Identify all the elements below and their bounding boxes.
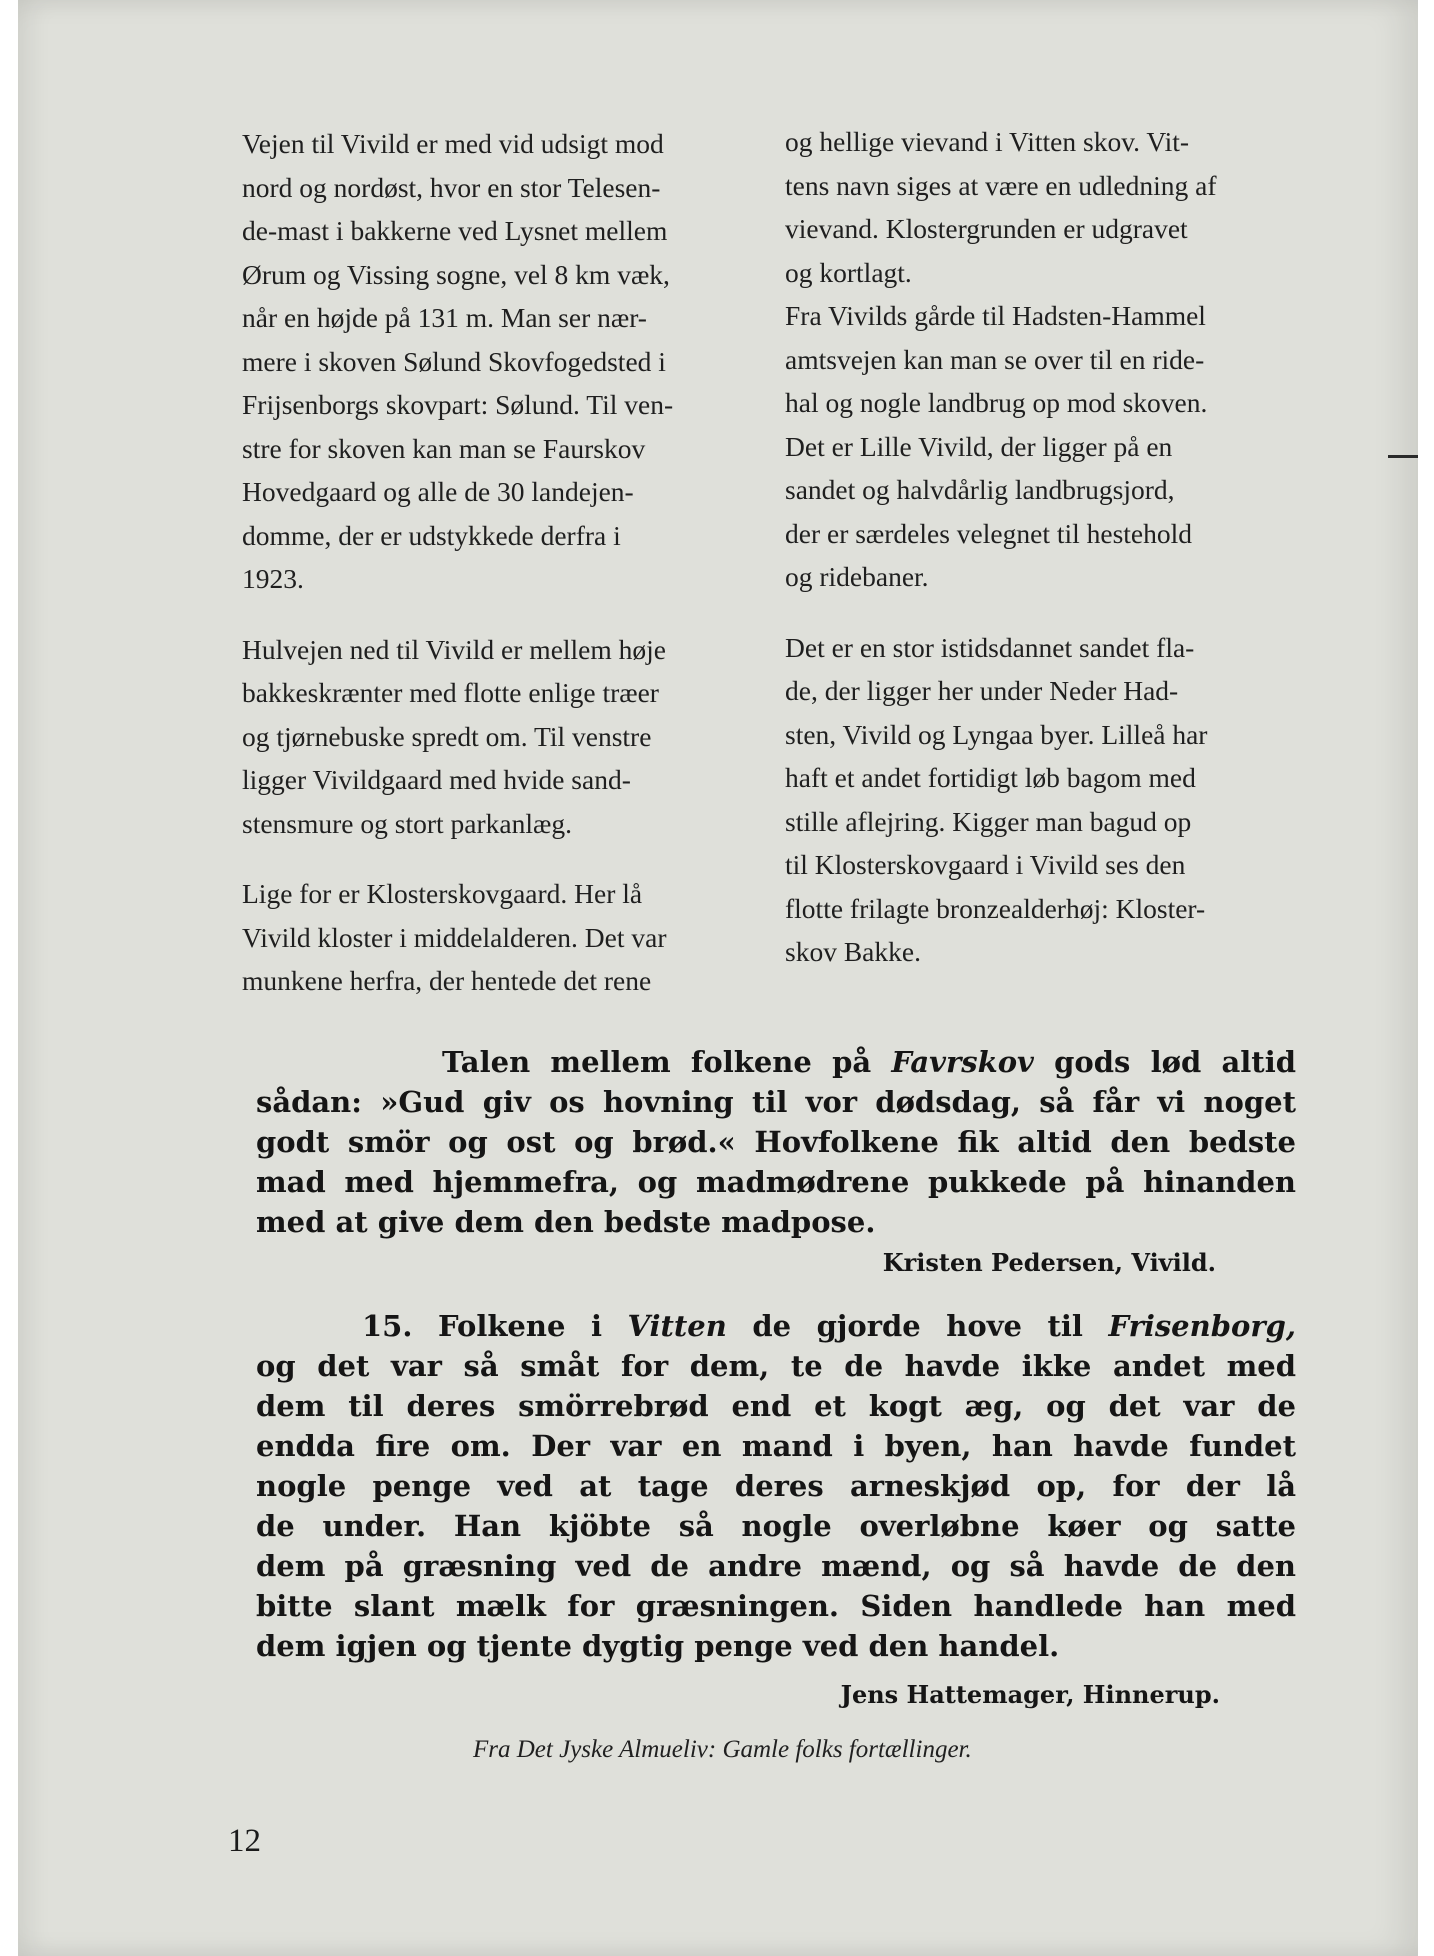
text-line: skov Bakke. [785,936,921,967]
text-line: sandet og halvdårlig landbrugsjord, [785,474,1175,505]
text-line: sten, Vivild og Lyngaa byer. Lilleå har [785,718,1208,750]
quote-line: godt smör og ost og brød.« Hovfolkene fik altid den bedste [256,1125,1296,1159]
place-name: Vitten [627,1309,727,1343]
paragraph [785,626,1385,974]
right-text-column [785,120,1385,974]
text-line: der er særdeles velegnet til hestehold [785,517,1193,549]
text-line: og kortlagt. [785,256,912,288]
text-line: domme, der er udstykkede derfra i [242,519,621,551]
text-line: mere i skoven Sølund Skovfogedsted i [242,345,666,377]
text-line: Frijsenborgs skovpart: Sølund. Til ven- [242,389,674,420]
text-line: flotte frilagte bronzealderhøj: Kloster- [785,892,1206,924]
text-line: amtsvejen kan man se over til en ride- [785,343,1205,375]
text-line: Lige for er Klosterskovgaard. Her lå [242,878,643,909]
text-line: stre for skoven kan man se Faurskov [242,432,646,464]
text-line: hal og nogle landbrug op mod skoven. [785,387,1208,418]
paragraph [242,628,762,846]
place-name: Frisenborg, [1108,1309,1296,1343]
quote-line [256,1306,1296,1346]
quote-line [256,1042,1296,1082]
quote-favrskov [256,1042,1296,1242]
quote-text: Talen mellem folkene på [442,1045,892,1079]
text-line: Fra Vivilds gårde til Hadsten-Hammel [785,300,1206,331]
paragraph [242,872,762,1003]
paragraph [785,120,1385,599]
quote-line: nogle penge ved at tage deres arneskjød op, for der lå [256,1469,1296,1503]
text-line: munkene herfra, der hentede det rene [242,965,652,996]
text-line: Det er Lille Vivild, der ligger på en [785,430,1173,462]
text-line: Hovedgaard og alle de 30 landejen- [242,476,634,507]
text-line: nord og nordøst, hvor en stor Telesen- [242,171,661,203]
quote-vitten [256,1306,1296,1666]
text-line: ligger Vivildgaard med hvide sand- [242,764,631,795]
quote-text: gods lød altid [1033,1045,1296,1079]
text-line: Det er en stor istidsdannet sandet fla- [785,631,1195,663]
quote-line: dem igjen og tjente dygtig penge ved den handel. [256,1629,1060,1663]
page-number: 12 [228,1823,261,1859]
text-line: Hulvejen ned til Vivild er mellem høje [242,633,666,665]
text-line: når en højde på 131 m. Man ser nær- [242,302,647,333]
quote-line: mad med hjemmefra, og madmødrene pukkede på hinanden [256,1165,1296,1199]
document-page [18,0,1418,1956]
left-text-column [242,122,762,1003]
text-line: tens navn siges at være en udledning af [785,169,1217,201]
text-line: bakkeskrænter med flotte enlige træer [242,677,659,708]
quote-text: Folkene i [412,1309,628,1343]
text-line: stille aflejring. Kigger man bagud op [785,805,1192,837]
quote-signature: Kristen Pedersen, Vivild. [882,1248,1216,1277]
text-line: til Klosterskovgaard i Vivild ses den [785,849,1186,880]
quote-text: de gjorde hove til [726,1309,1109,1343]
text-line: Vivild kloster i middelalderen. Det var [242,921,667,953]
quote-line: dem til deres smörrebrød end et kogt æg, og det var de [256,1389,1296,1423]
text-line: Vejen til Vivild er med vid udsigt mod [242,128,664,159]
quote-signature: Jens Hattemager, Hinnerup. [840,1680,1220,1709]
quote-line: sådan: »Gud giv os hovning til vor dødsdag, så får vi noget [256,1085,1296,1119]
text-line: de, der ligger her under Neder Had- [785,675,1179,706]
text-line: og tjørnebuske spredt om. Til venstre [242,720,652,752]
text-line: 1923. [242,563,304,594]
quote-line: med at give dem den bedste madpose. [256,1205,876,1239]
text-line: de-mast i bakkerne ved Lysnet mellem [242,215,668,246]
text-line: haft et andet fortidigt løb bagom med [785,762,1196,793]
margin-mark [1388,455,1418,458]
quote-line: bitte slant mælk for græsningen. Siden handlede han med [256,1589,1296,1623]
quote-line: og det var så småt for dem, te de havde ikke andet med [256,1349,1296,1383]
text-line: Ørum og Vissing sogne, vel 8 km væk, [242,258,670,290]
paragraph [242,122,762,601]
quote-line: dem på græsning ved de andre mænd, og så havde de den [256,1549,1296,1583]
quote-number: 15. [362,1309,413,1343]
text-line: vievand. Klostergrunden er udgravet [785,213,1188,244]
text-line: og ridebaner. [785,561,929,592]
place-name: Favrskov [891,1045,1034,1079]
quote-line: de under. Han kjöbte så nogle overløbne køer og satte [256,1509,1296,1543]
quote-line: endda fire om. Der var en mand i byen, han havde fundet [256,1429,1296,1463]
source-citation: Fra Det Jyske Almueliv: Gamle folks fortællinger. [473,1736,972,1763]
text-line: og hellige vievand i Vitten skov. Vit- [785,126,1190,157]
text-line: stensmure og stort parkanlæg. [242,807,572,839]
